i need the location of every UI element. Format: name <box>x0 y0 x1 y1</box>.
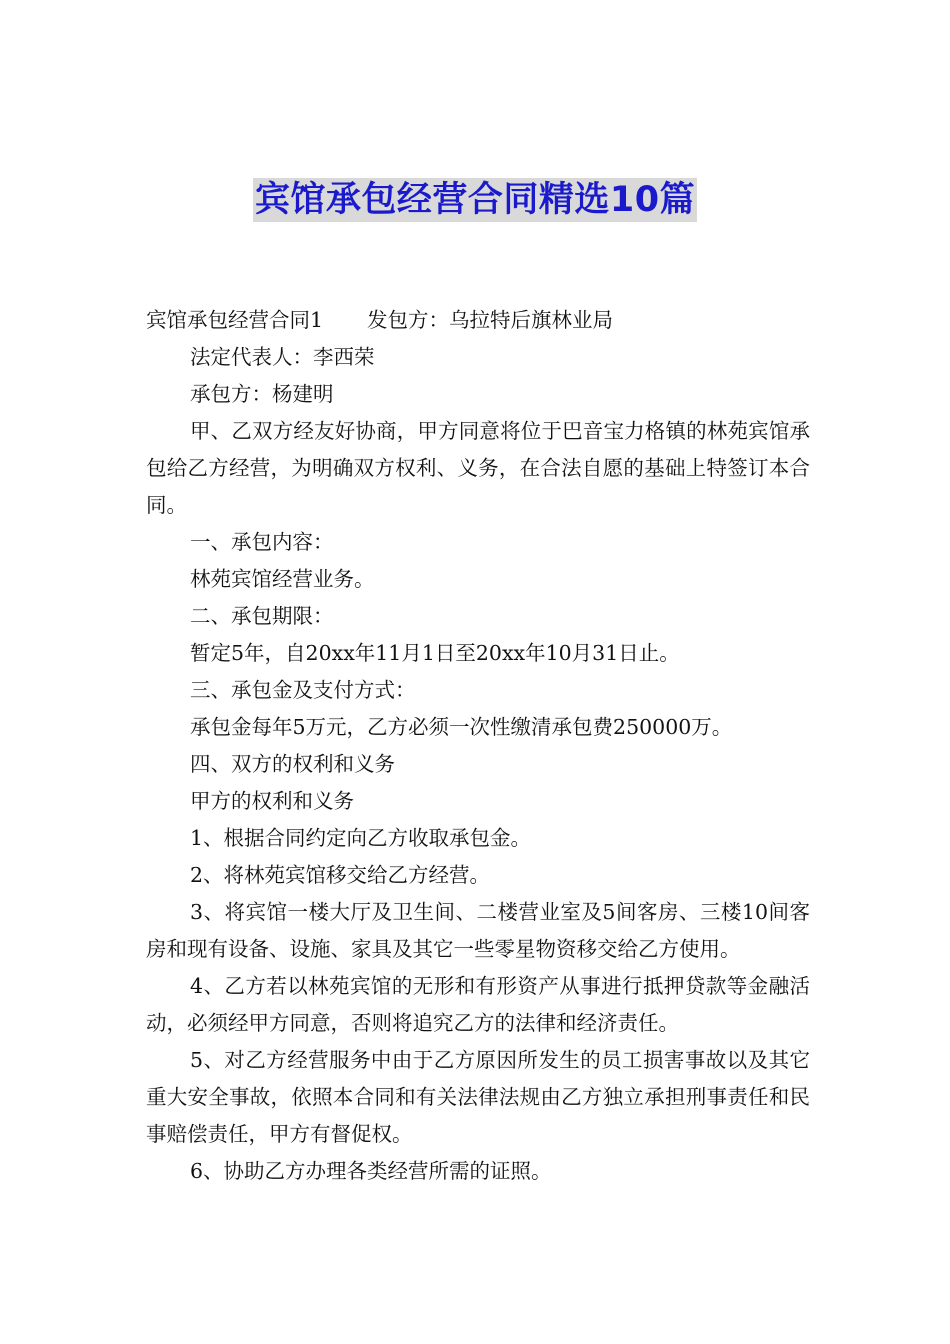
list-item: 6、协助乙方办理各类经营所需的证照。 <box>190 1159 552 1183</box>
section-heading: 四、双方的权利和义务 <box>190 752 395 776</box>
list-item: 2、将林苑宾馆移交给乙方经营。 <box>190 863 491 887</box>
paragraph: 承包金每年5万元，乙方必须一次性缴清承包费250000万。 <box>190 715 733 739</box>
paragraph: 承包方：杨建明 <box>190 382 334 406</box>
list-item: 1、根据合同约定向乙方收取承包金。 <box>190 826 532 850</box>
document-body <box>146 302 810 1190</box>
list-item: 4、乙方若以林苑宾馆的无形和有形资产从事进行抵押贷款等金融活动，必须经甲方同意，否则将追究乙方的法律和经济责任。 <box>146 974 810 1035</box>
section-heading: 一、承包内容： <box>190 530 334 554</box>
title-container <box>0 178 950 222</box>
paragraph: 林苑宾馆经营业务。 <box>190 567 375 591</box>
first-line <box>146 302 810 339</box>
document-title: 宾馆承包经营合同精选10篇 <box>254 180 696 220</box>
list-item: 3、将宾馆一楼大厅及卫生间、二楼营业室及5间客房、三楼10间客房和现有设备、设施、家具及其它一些零星物资移交给乙方使用。 <box>146 900 810 961</box>
subsection-heading: 甲方的权利和义务 <box>190 789 354 813</box>
paragraph: 甲、乙双方经友好协商，甲方同意将位于巴音宝力格镇的林苑宾馆承包给乙方经营，为明确双方权利、义务，在合法自愿的基础上特签订本合同。 <box>146 419 810 517</box>
section-heading: 二、承包期限： <box>190 604 334 628</box>
paragraph: 暂定5年，自20xx年11月1日至20xx年10月31日止。 <box>190 641 680 665</box>
contract-heading: 宾馆承包经营合同1 <box>146 308 324 332</box>
section-heading: 三、承包金及支付方式： <box>190 678 416 702</box>
paragraph: 法定代表人：李西荣 <box>190 345 375 369</box>
list-item: 5、对乙方经营服务中由于乙方原因所发生的员工损害事故以及其它重大安全事故，依照本合同和有关法律法规由乙方独立承担刑事责任和民事赔偿责任，甲方有督促权。 <box>146 1048 810 1146</box>
party-a-line: 发包方：乌拉特后旗林业局 <box>367 308 614 332</box>
